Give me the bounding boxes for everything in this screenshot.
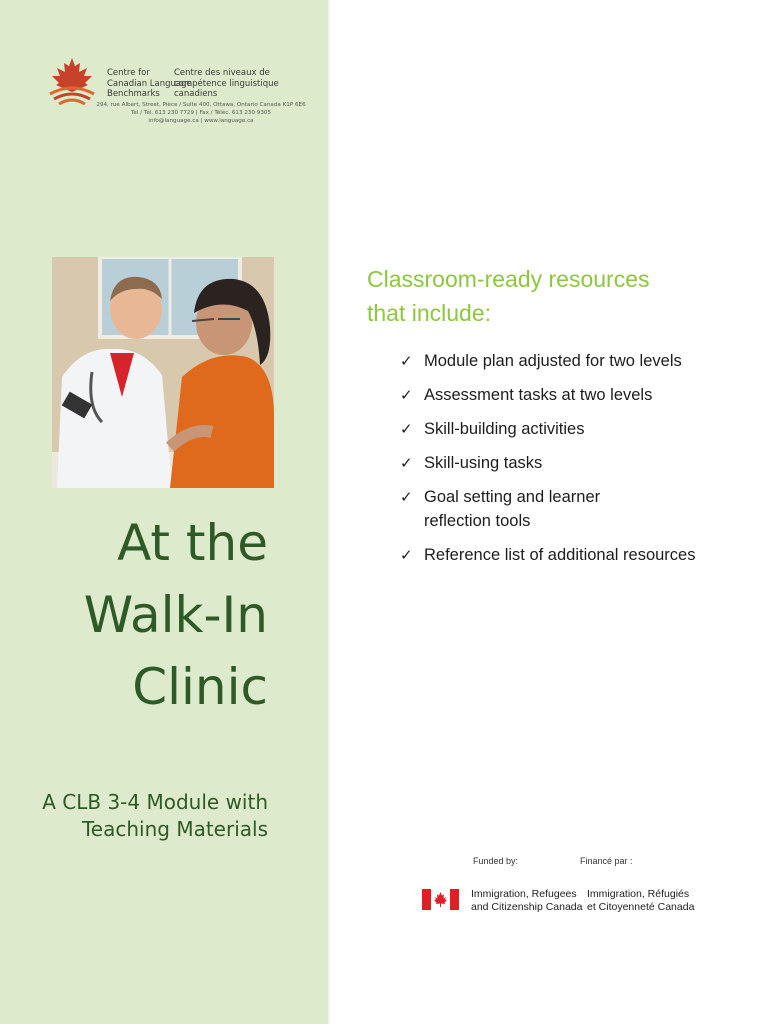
address-line: 294, rue Albert, Street, Pièce / Suite 400, Ottawa, Ontario Canada K1P 6E6 [96, 102, 306, 108]
checklist-item [400, 544, 740, 568]
checklist-item [400, 452, 740, 476]
department-name-french: Immigration, Réfugiés et Citoyenneté Canada [587, 888, 695, 913]
checklist-item-text: Assessment tasks at two levels [424, 386, 653, 404]
finance-par-label: Financé par : [580, 856, 633, 866]
heading-line: Classroom-ready resources [367, 266, 650, 292]
maple-leaf-sunrise-icon [44, 56, 100, 108]
department-name-english: Immigration, Refugees and Citizenship Canada [471, 888, 583, 913]
canada-flag-icon [422, 889, 459, 910]
checklist-item-text: Module plan adjusted for two levels [424, 352, 682, 370]
checklist-item-text: Goal setting and learner reflection tools [424, 488, 601, 530]
logo-name-french: Centre des niveaux de compétence linguistique canadiens [174, 68, 279, 99]
funded-by-label: Funded by: [473, 856, 519, 866]
checkmark-icon: ✓ [400, 420, 413, 438]
checkmark-icon: ✓ [400, 488, 413, 506]
address-line: Tel / Tél. 613 230 7729 | Fax / Téléc. 613 230 9305 [130, 110, 272, 116]
title-line: Clinic [132, 658, 268, 716]
page-edge-divider [328, 0, 330, 1024]
checklist-item-text: Reference list of additional resources [424, 545, 696, 564]
checklist-item-text: Skill-using tasks [424, 454, 543, 472]
address-line: info@language.ca | www.language.ca [148, 118, 254, 124]
checklist-item [400, 418, 740, 442]
ccl-logo-block [44, 56, 314, 128]
title-line: Walk-In [83, 586, 268, 644]
subtitle-line: A CLB 3-4 Module with [42, 790, 268, 814]
checkmark-icon: ✓ [400, 352, 413, 370]
checklist-item [400, 486, 654, 533]
resources-checklist [400, 350, 740, 578]
checkmark-icon: ✓ [400, 545, 413, 564]
logo-address [96, 101, 306, 125]
checklist-item-text: Skill-building activities [424, 420, 585, 438]
checkmark-icon: ✓ [400, 454, 413, 472]
title-line: At the [117, 514, 268, 572]
checklist-item [400, 350, 740, 374]
heading-line: that include: [367, 300, 492, 326]
module-title [30, 507, 268, 723]
subtitle-line: Teaching Materials [81, 817, 268, 841]
resources-heading [367, 262, 747, 330]
checklist-item [400, 384, 740, 408]
checkmark-icon: ✓ [400, 386, 413, 404]
logo-name-english: Centre for Canadian Language Benchmarks [107, 68, 192, 99]
doctor-patient-photo [52, 257, 274, 488]
module-subtitle [20, 789, 268, 843]
